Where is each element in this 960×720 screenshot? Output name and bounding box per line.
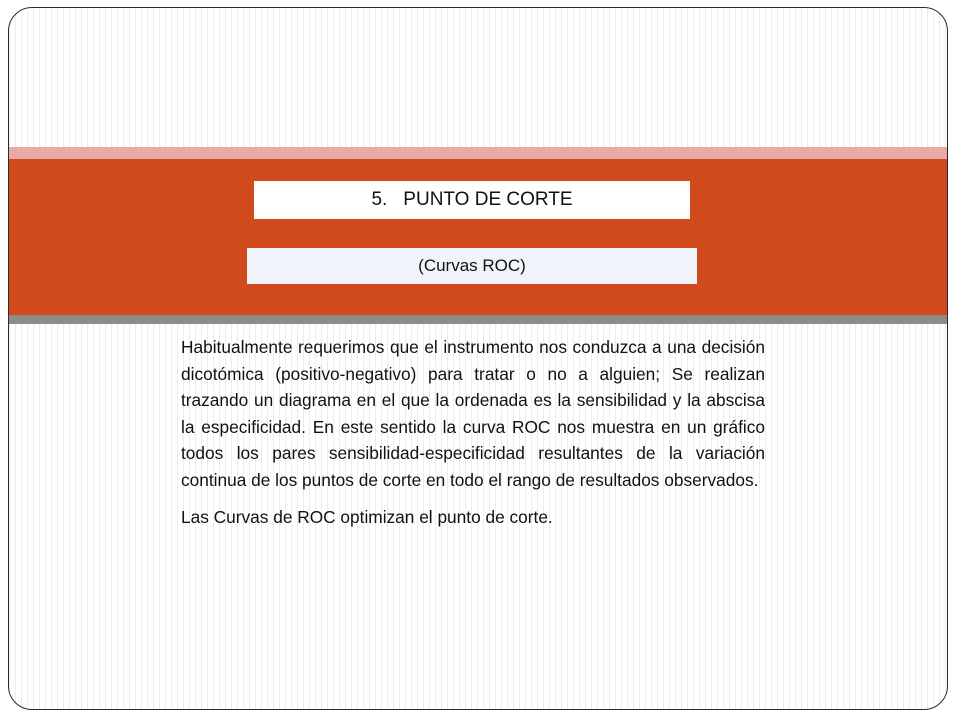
header-band-top-stripe [9, 147, 947, 159]
slide-title: PUNTO DE CORTE [403, 189, 573, 210]
slide-subtitle: (Curvas ROC) [418, 256, 526, 275]
slide-subtitle-box [247, 248, 697, 284]
header-band-bottom-stripe [9, 315, 947, 324]
title-number: 5. [371, 189, 388, 210]
slide-title-box [254, 181, 690, 219]
conclusion-line: Las Curvas de ROC optimizan el punto de corte. [181, 507, 553, 527]
body-text [181, 334, 765, 531]
body-paragraph: Habitualmente requerimos que el instrumento nos conduzca a una decisión dicotómica (positivo-negativo) para tratar o no a alguien; Se realizan trazando un diagrama en el que la ordenada es la sensibilidad y la abscisa la especificidad. En este sentido la curva ROC nos muestra en un gráfico todos los pares sensibilidad-especificidad resultantes de la variación continua de los puntos de corte en todo el rango de resultados observados. [181, 337, 765, 490]
